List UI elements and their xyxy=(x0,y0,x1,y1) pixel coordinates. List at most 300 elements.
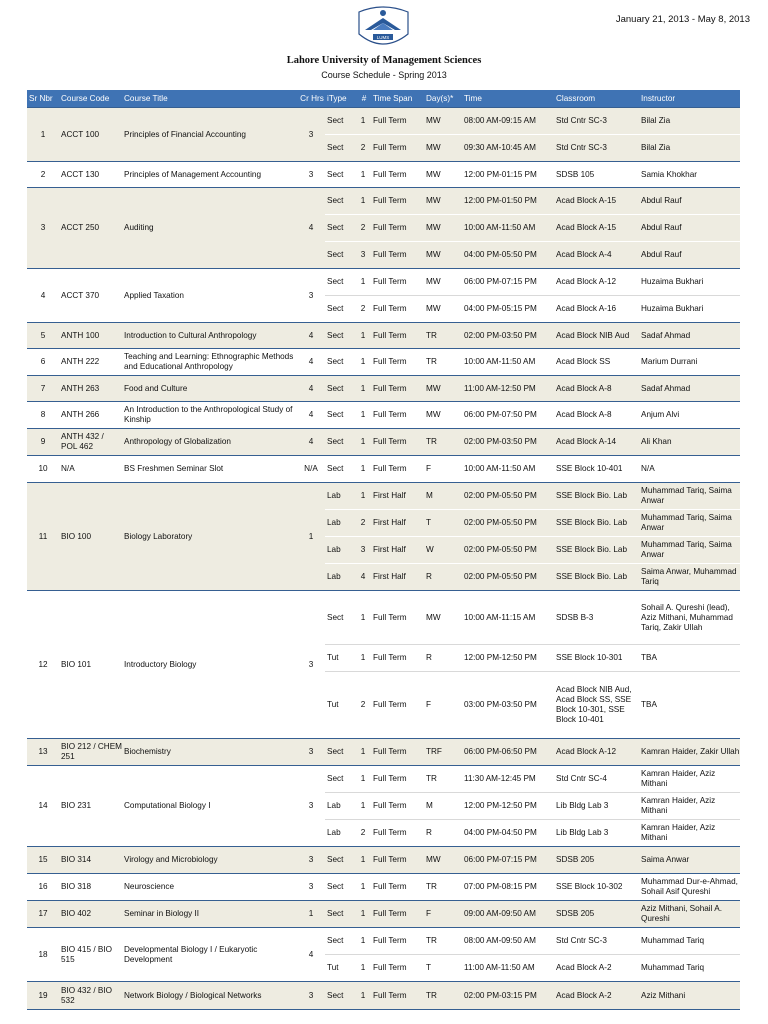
time-cell: 02:00 PM-05:50 PM xyxy=(462,537,554,564)
time-cell: 06:00 PM-06:50 PM xyxy=(462,739,554,766)
days-cell: F xyxy=(424,672,462,739)
days-cell: MW xyxy=(424,376,462,402)
instructor-cell: TBA xyxy=(639,672,740,739)
time-span-cell: First Half xyxy=(371,564,424,591)
instructor-cell: Abdul Rauf xyxy=(639,188,740,215)
itype-cell: Sect xyxy=(325,323,355,349)
classroom-cell: Acad Block A-15 xyxy=(554,215,639,242)
classroom-cell: Std Cntr SC-4 xyxy=(554,766,639,793)
itype-cell: Sect xyxy=(325,456,355,483)
course-code-cell: ANTH 266 xyxy=(59,402,122,429)
time-cell: 11:00 AM-11:50 AM xyxy=(462,955,554,982)
itype-cell: Lab xyxy=(325,537,355,564)
sr-nbr-cell: 1 xyxy=(27,108,59,162)
time-span-cell: Full Term xyxy=(371,847,424,874)
days-cell: MW xyxy=(424,215,462,242)
sr-nbr-cell: 5 xyxy=(27,323,59,349)
section-num-cell: 3 xyxy=(355,537,371,564)
section-num-cell: 1 xyxy=(355,162,371,188)
classroom-cell: SSE Block Bio. Lab xyxy=(554,537,639,564)
time-span-cell: Full Term xyxy=(371,928,424,955)
time-cell: 12:00 PM-01:50 PM xyxy=(462,188,554,215)
svg-text:LUMS: LUMS xyxy=(376,35,390,40)
sr-nbr-cell: 3 xyxy=(27,188,59,269)
course-group xyxy=(27,349,740,376)
section-num-cell: 1 xyxy=(355,269,371,296)
instructor-cell: Aziz Mithani, Sohail A. Qureshi xyxy=(639,901,740,928)
course-title-cell: Network Biology / Biological Networks xyxy=(122,982,297,1010)
course-title-cell: Computational Biology I xyxy=(122,766,297,847)
instructor-cell: Muhammad Tariq, Saima Anwar xyxy=(639,483,740,510)
instructor-cell: Kamran Haider, Zakir Ullah xyxy=(639,739,740,766)
table-row xyxy=(27,188,740,215)
col-header-instructor: Instructor xyxy=(639,90,740,108)
section-num-cell: 2 xyxy=(355,215,371,242)
time-span-cell: Full Term xyxy=(371,645,424,672)
classroom-cell: Acad Block A-15 xyxy=(554,188,639,215)
classroom-cell: SDSB 205 xyxy=(554,847,639,874)
instructor-cell: TBA xyxy=(639,645,740,672)
instructor-cell: N/A xyxy=(639,456,740,483)
table-header-row xyxy=(27,90,740,108)
days-cell: MW xyxy=(424,135,462,162)
course-group xyxy=(27,982,740,1010)
itype-cell: Lab xyxy=(325,820,355,847)
time-span-cell: Full Term xyxy=(371,188,424,215)
days-cell: TR xyxy=(424,429,462,456)
time-span-cell: Full Term xyxy=(371,766,424,793)
itype-cell: Sect xyxy=(325,162,355,188)
course-title-cell: An Introduction to the Anthropological Study of Kinship xyxy=(122,402,297,429)
classroom-cell: Acad Block A-2 xyxy=(554,982,639,1010)
instructor-cell: Muhammad Tariq xyxy=(639,955,740,982)
instructor-cell: Abdul Rauf xyxy=(639,242,740,269)
section-num-cell: 1 xyxy=(355,456,371,483)
sr-nbr-cell: 18 xyxy=(27,928,59,982)
days-cell: R xyxy=(424,645,462,672)
course-code-cell: BIO 212 / CHEM 251 xyxy=(59,739,122,766)
cr-hrs-cell: 3 xyxy=(297,847,325,874)
section-num-cell: 1 xyxy=(355,874,371,901)
time-cell: 06:00 PM-07:15 PM xyxy=(462,269,554,296)
sr-nbr-cell: 16 xyxy=(27,874,59,901)
course-group xyxy=(27,739,740,766)
time-cell: 10:00 AM-11:50 AM xyxy=(462,349,554,376)
time-cell: 09:30 AM-10:45 AM xyxy=(462,135,554,162)
classroom-cell: Acad Block A-12 xyxy=(554,269,639,296)
cr-hrs-cell: 4 xyxy=(297,188,325,269)
sr-nbr-cell: 10 xyxy=(27,456,59,483)
course-code-cell: ANTH 432 / POL 462 xyxy=(59,429,122,456)
cr-hrs-cell: 3 xyxy=(297,739,325,766)
sr-nbr-cell: 2 xyxy=(27,162,59,188)
course-group xyxy=(27,874,740,901)
col-header-time-span: Time Span xyxy=(371,90,424,108)
sr-nbr-cell: 17 xyxy=(27,901,59,928)
course-group xyxy=(27,429,740,456)
time-cell: 04:00 PM-05:15 PM xyxy=(462,296,554,323)
course-code-cell: ANTH 100 xyxy=(59,323,122,349)
course-code-cell: BIO 318 xyxy=(59,874,122,901)
course-group xyxy=(27,162,740,188)
course-title-cell: Anthropology of Globalization xyxy=(122,429,297,456)
course-group xyxy=(27,188,740,269)
section-num-cell: 1 xyxy=(355,955,371,982)
term-date-range: January 21, 2013 - May 8, 2013 xyxy=(615,14,750,25)
course-title-cell: Seminar in Biology II xyxy=(122,901,297,928)
time-cell: 11:00 AM-12:50 PM xyxy=(462,376,554,402)
time-span-cell: First Half xyxy=(371,510,424,537)
course-code-cell: BIO 415 / BIO 515 xyxy=(59,928,122,982)
course-group xyxy=(27,928,740,982)
classroom-cell: Lib Bldg Lab 3 xyxy=(554,820,639,847)
itype-cell: Lab xyxy=(325,510,355,537)
classroom-cell: Acad Block SS xyxy=(554,349,639,376)
time-span-cell: Full Term xyxy=(371,901,424,928)
course-title-cell: Applied Taxation xyxy=(122,269,297,323)
days-cell: M xyxy=(424,793,462,820)
itype-cell: Sect xyxy=(325,242,355,269)
course-title-cell: BS Freshmen Seminar Slot xyxy=(122,456,297,483)
classroom-cell: Acad Block NIB Aud xyxy=(554,323,639,349)
classroom-cell: SDSB 205 xyxy=(554,901,639,928)
time-span-cell: Full Term xyxy=(371,672,424,739)
table-row xyxy=(27,483,740,510)
days-cell: MW xyxy=(424,591,462,645)
sr-nbr-cell: 15 xyxy=(27,847,59,874)
table-row xyxy=(27,456,740,483)
instructor-cell: Kamran Haider, Aziz Mithani xyxy=(639,793,740,820)
time-span-cell: Full Term xyxy=(371,456,424,483)
course-group xyxy=(27,483,740,591)
instructor-cell: Muhammad Tariq, Saima Anwar xyxy=(639,510,740,537)
course-code-cell: BIO 432 / BIO 532 xyxy=(59,982,122,1010)
instructor-cell: Aziz Mithani xyxy=(639,982,740,1010)
course-group xyxy=(27,456,740,483)
days-cell: T xyxy=(424,510,462,537)
time-span-cell: Full Term xyxy=(371,982,424,1010)
classroom-cell: Std Cntr SC-3 xyxy=(554,928,639,955)
instructor-cell: Saima Anwar xyxy=(639,847,740,874)
course-code-cell: ACCT 100 xyxy=(59,108,122,162)
course-code-cell: ACCT 130 xyxy=(59,162,122,188)
itype-cell: Sect xyxy=(325,982,355,1010)
section-num-cell: 1 xyxy=(355,323,371,349)
course-code-cell: ACCT 370 xyxy=(59,269,122,323)
days-cell: TR xyxy=(424,766,462,793)
course-code-cell: BIO 314 xyxy=(59,847,122,874)
section-num-cell: 1 xyxy=(355,847,371,874)
col-header-days: Day(s)* xyxy=(424,90,462,108)
time-cell: 06:00 PM-07:15 PM xyxy=(462,847,554,874)
course-title-cell: Auditing xyxy=(122,188,297,269)
col-header-classroom: Classroom xyxy=(554,90,639,108)
section-num-cell: 1 xyxy=(355,982,371,1010)
section-num-cell: 4 xyxy=(355,564,371,591)
classroom-cell: Acad Block A-12 xyxy=(554,739,639,766)
table-row xyxy=(27,349,740,376)
course-title-cell: Virology and Microbiology xyxy=(122,847,297,874)
course-group xyxy=(27,323,740,349)
classroom-cell: Acad Block A-2 xyxy=(554,955,639,982)
time-span-cell: Full Term xyxy=(371,296,424,323)
itype-cell: Sect xyxy=(325,349,355,376)
itype-cell: Sect xyxy=(325,402,355,429)
course-code-cell: BIO 231 xyxy=(59,766,122,847)
sr-nbr-cell: 13 xyxy=(27,739,59,766)
table-row xyxy=(27,766,740,793)
itype-cell: Sect xyxy=(325,429,355,456)
itype-cell: Tut xyxy=(325,645,355,672)
days-cell: MW xyxy=(424,162,462,188)
course-schedule-table xyxy=(27,90,740,1010)
time-cell: 10:00 AM-11:50 AM xyxy=(462,456,554,483)
time-cell: 09:00 AM-09:50 AM xyxy=(462,901,554,928)
instructor-cell: Muhammad Dur-e-Ahmad, Sohail Asif Qureshi xyxy=(639,874,740,901)
course-group xyxy=(27,108,740,162)
classroom-cell: SSE Block 10-301 xyxy=(554,645,639,672)
itype-cell: Sect xyxy=(325,296,355,323)
classroom-cell: Lib Bldg Lab 3 xyxy=(554,793,639,820)
days-cell: TRF xyxy=(424,739,462,766)
time-cell: 08:00 AM-09:15 AM xyxy=(462,108,554,135)
cr-hrs-cell: 3 xyxy=(297,874,325,901)
time-span-cell: First Half xyxy=(371,483,424,510)
table-row xyxy=(27,874,740,901)
course-title-cell: Neuroscience xyxy=(122,874,297,901)
instructor-cell: Abdul Rauf xyxy=(639,215,740,242)
col-header-course-title: Course Title xyxy=(122,90,297,108)
time-span-cell: Full Term xyxy=(371,108,424,135)
section-num-cell: 1 xyxy=(355,766,371,793)
cr-hrs-cell: 4 xyxy=(297,376,325,402)
time-span-cell: Full Term xyxy=(371,323,424,349)
instructor-cell: Huzaima Bukhari xyxy=(639,269,740,296)
time-cell: 11:30 AM-12:45 PM xyxy=(462,766,554,793)
table-row xyxy=(27,739,740,766)
time-span-cell: Full Term xyxy=(371,955,424,982)
cr-hrs-cell: 3 xyxy=(297,591,325,739)
table-row xyxy=(27,402,740,429)
course-group xyxy=(27,402,740,429)
section-num-cell: 1 xyxy=(355,645,371,672)
days-cell: MW xyxy=(424,847,462,874)
itype-cell: Sect xyxy=(325,591,355,645)
time-span-cell: Full Term xyxy=(371,429,424,456)
time-cell: 04:00 PM-05:50 PM xyxy=(462,242,554,269)
classroom-cell: Acad Block A-8 xyxy=(554,376,639,402)
course-code-cell: BIO 100 xyxy=(59,483,122,591)
days-cell: MW xyxy=(424,188,462,215)
days-cell: R xyxy=(424,820,462,847)
course-group xyxy=(27,269,740,323)
time-span-cell: Full Term xyxy=(371,215,424,242)
classroom-cell: SSE Block 10-302 xyxy=(554,874,639,901)
time-cell: 07:00 PM-08:15 PM xyxy=(462,874,554,901)
table-row xyxy=(27,162,740,188)
table-row xyxy=(27,323,740,349)
itype-cell: Sect xyxy=(325,269,355,296)
time-cell: 06:00 PM-07:50 PM xyxy=(462,402,554,429)
table-row xyxy=(27,982,740,1010)
classroom-cell: SSE Block Bio. Lab xyxy=(554,510,639,537)
course-title-cell: Introduction to Cultural Anthropology xyxy=(122,323,297,349)
cr-hrs-cell: 4 xyxy=(297,928,325,982)
section-num-cell: 1 xyxy=(355,429,371,456)
days-cell: MW xyxy=(424,108,462,135)
instructor-cell: Sadaf Ahmad xyxy=(639,323,740,349)
days-cell: R xyxy=(424,564,462,591)
course-title-cell: Developmental Biology I / Eukaryotic Development xyxy=(122,928,297,982)
days-cell: W xyxy=(424,537,462,564)
itype-cell: Sect xyxy=(325,135,355,162)
time-cell: 10:00 AM-11:15 AM xyxy=(462,591,554,645)
section-num-cell: 1 xyxy=(355,928,371,955)
classroom-cell: Std Cntr SC-3 xyxy=(554,108,639,135)
course-title-cell: Biology Laboratory xyxy=(122,483,297,591)
instructor-cell: Marium Durrani xyxy=(639,349,740,376)
table-row xyxy=(27,376,740,402)
days-cell: M xyxy=(424,483,462,510)
instructor-cell: Huzaima Bukhari xyxy=(639,296,740,323)
days-cell: TR xyxy=(424,928,462,955)
time-span-cell: Full Term xyxy=(371,402,424,429)
time-cell: 02:00 PM-03:50 PM xyxy=(462,429,554,456)
section-num-cell: 2 xyxy=(355,510,371,537)
itype-cell: Lab xyxy=(325,564,355,591)
cr-hrs-cell: 1 xyxy=(297,901,325,928)
col-header-cr-hrs: Cr Hrs xyxy=(297,90,325,108)
time-cell: 03:00 PM-03:50 PM xyxy=(462,672,554,739)
classroom-cell: SSE Block Bio. Lab xyxy=(554,564,639,591)
course-code-cell: ANTH 263 xyxy=(59,376,122,402)
section-num-cell: 1 xyxy=(355,483,371,510)
section-num-cell: 1 xyxy=(355,376,371,402)
cr-hrs-cell: N/A xyxy=(297,456,325,483)
classroom-cell: SDSB 105 xyxy=(554,162,639,188)
section-num-cell: 2 xyxy=(355,135,371,162)
section-num-cell: 1 xyxy=(355,793,371,820)
instructor-cell: Sohail A. Qureshi (lead), Aziz Mithani, Muhammad Tariq, Zakir Ullah xyxy=(639,591,740,645)
itype-cell: Sect xyxy=(325,874,355,901)
time-cell: 02:00 PM-05:50 PM xyxy=(462,510,554,537)
table-row xyxy=(27,901,740,928)
classroom-cell: SSE Block 10-401 xyxy=(554,456,639,483)
course-group xyxy=(27,591,740,739)
course-title-cell: Food and Culture xyxy=(122,376,297,402)
lums-logo xyxy=(355,4,412,49)
cr-hrs-cell: 3 xyxy=(297,269,325,323)
instructor-cell: Bilal Zia xyxy=(639,135,740,162)
section-num-cell: 1 xyxy=(355,349,371,376)
course-title-cell: Biochemistry xyxy=(122,739,297,766)
itype-cell: Lab xyxy=(325,793,355,820)
classroom-cell: Acad Block A-8 xyxy=(554,402,639,429)
col-header-itype: iType xyxy=(325,90,355,108)
instructor-cell: Bilal Zia xyxy=(639,108,740,135)
section-num-cell: 2 xyxy=(355,820,371,847)
time-span-cell: Full Term xyxy=(371,269,424,296)
time-span-cell: Full Term xyxy=(371,820,424,847)
table-row xyxy=(27,928,740,955)
days-cell: TR xyxy=(424,349,462,376)
schedule-subtitle: Course Schedule - Spring 2013 xyxy=(321,70,447,80)
time-cell: 08:00 AM-09:50 AM xyxy=(462,928,554,955)
col-header-section-num: # xyxy=(355,90,371,108)
time-span-cell: Full Term xyxy=(371,874,424,901)
time-cell: 02:00 PM-05:50 PM xyxy=(462,564,554,591)
col-header-sr-nbr: Sr Nbr xyxy=(27,90,59,108)
col-header-course-code: Course Code xyxy=(59,90,122,108)
time-span-cell: Full Term xyxy=(371,135,424,162)
course-group xyxy=(27,847,740,874)
university-name: Lahore University of Management Sciences xyxy=(286,55,482,66)
itype-cell: Sect xyxy=(325,376,355,402)
itype-cell: Sect xyxy=(325,901,355,928)
time-cell: 12:00 PM-12:50 PM xyxy=(462,793,554,820)
days-cell: TR xyxy=(424,982,462,1010)
time-span-cell: Full Term xyxy=(371,739,424,766)
course-code-cell: BIO 402 xyxy=(59,901,122,928)
classroom-cell: Acad Block A-4 xyxy=(554,242,639,269)
days-cell: MW xyxy=(424,242,462,269)
sr-nbr-cell: 19 xyxy=(27,982,59,1010)
section-num-cell: 1 xyxy=(355,739,371,766)
classroom-cell: Acad Block A-14 xyxy=(554,429,639,456)
course-title-cell: Introductory Biology xyxy=(122,591,297,739)
itype-cell: Tut xyxy=(325,955,355,982)
course-group xyxy=(27,901,740,928)
table-row xyxy=(27,847,740,874)
sr-nbr-cell: 12 xyxy=(27,591,59,739)
time-cell: 02:00 PM-03:15 PM xyxy=(462,982,554,1010)
instructor-cell: Saima Anwar, Muhammad Tariq xyxy=(639,564,740,591)
time-cell: 12:00 PM-12:50 PM xyxy=(462,645,554,672)
section-num-cell: 1 xyxy=(355,108,371,135)
cr-hrs-cell: 3 xyxy=(297,162,325,188)
section-num-cell: 1 xyxy=(355,901,371,928)
time-span-cell: Full Term xyxy=(371,242,424,269)
course-code-cell: N/A xyxy=(59,456,122,483)
course-group xyxy=(27,766,740,847)
time-cell: 02:00 PM-05:50 PM xyxy=(462,483,554,510)
itype-cell: Sect xyxy=(325,215,355,242)
days-cell: TR xyxy=(424,323,462,349)
instructor-cell: Muhammad Tariq xyxy=(639,928,740,955)
days-cell: TR xyxy=(424,874,462,901)
sr-nbr-cell: 14 xyxy=(27,766,59,847)
time-span-cell: Full Term xyxy=(371,162,424,188)
days-cell: T xyxy=(424,955,462,982)
cr-hrs-cell: 4 xyxy=(297,429,325,456)
days-cell: MW xyxy=(424,296,462,323)
course-code-cell: ANTH 222 xyxy=(59,349,122,376)
time-span-cell: Full Term xyxy=(371,591,424,645)
days-cell: MW xyxy=(424,402,462,429)
sr-nbr-cell: 11 xyxy=(27,483,59,591)
section-num-cell: 1 xyxy=(355,188,371,215)
itype-cell: Sect xyxy=(325,188,355,215)
cr-hrs-cell: 4 xyxy=(297,323,325,349)
cr-hrs-cell: 3 xyxy=(297,766,325,847)
course-title-cell: Principles of Financial Accounting xyxy=(122,108,297,162)
instructor-cell: Muhammad Tariq, Saima Anwar xyxy=(639,537,740,564)
instructor-cell: Kamran Haider, Aziz Mithani xyxy=(639,766,740,793)
cr-hrs-cell: 3 xyxy=(297,982,325,1010)
instructor-cell: Sadaf Ahmad xyxy=(639,376,740,402)
itype-cell: Lab xyxy=(325,483,355,510)
course-code-cell: BIO 101 xyxy=(59,591,122,739)
